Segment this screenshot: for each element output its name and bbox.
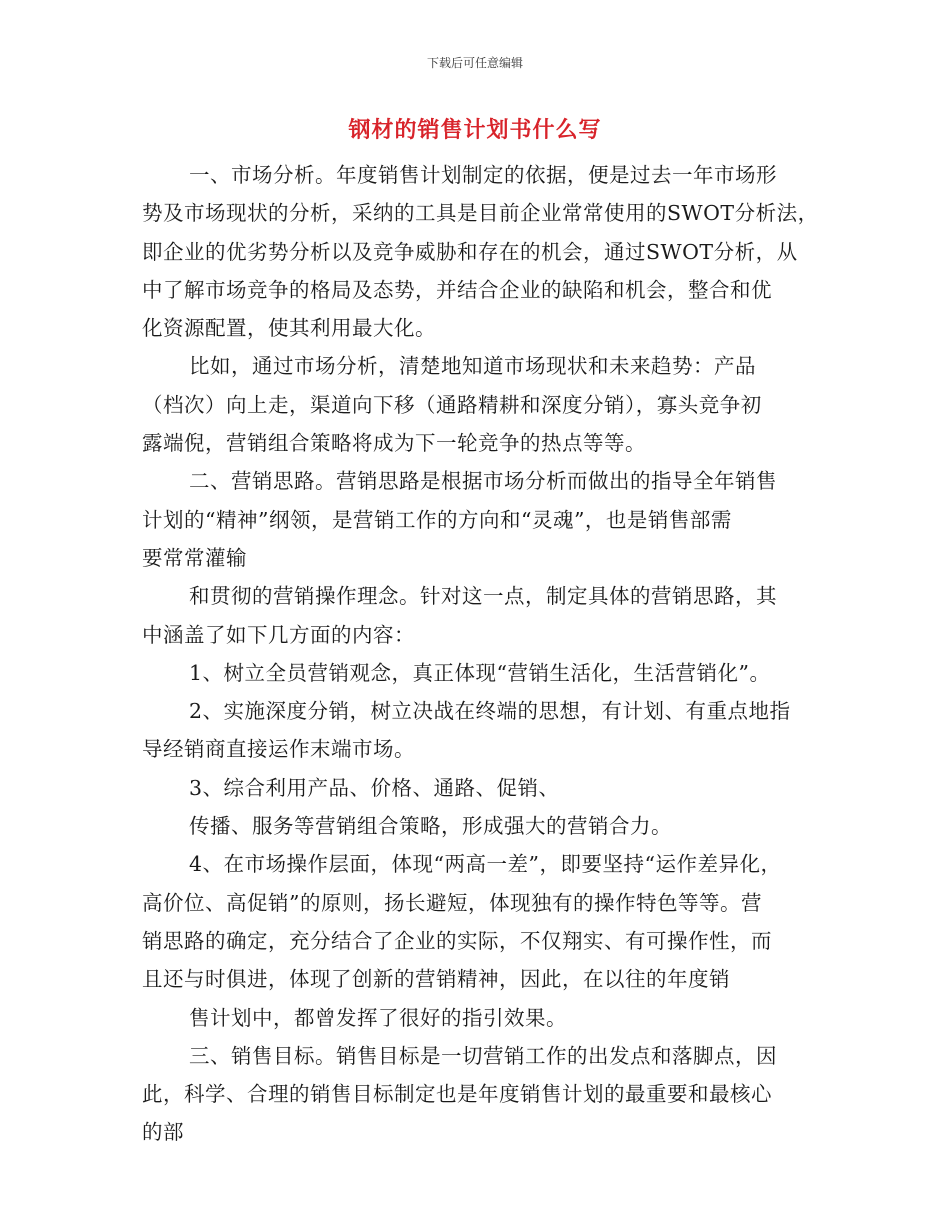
text-line: 此，科学、合理的销售目标制定也是年度销售计划的最重要和最核心: [142, 1082, 772, 1107]
text-line: 三、销售目标。销售目标是一切营销工作的出发点和落脚点，因: [189, 1043, 777, 1068]
text-line: 要常常灌输: [142, 545, 247, 570]
text-line: 和贯彻的营销操作理念。针对这一点，制定具体的营销思路，其: [189, 584, 777, 609]
text-line: 计划的“精神”纲领，是营销工作的方向和“灵魂”，也是销售部需: [142, 507, 732, 532]
text-line: 3、综合利用产品、价格、通路、促销、: [189, 775, 560, 800]
text-line: 即企业的优劣势分析以及竞争威胁和存在的机会，通过SWOT分析，从: [142, 239, 798, 264]
text-line: 化资源配置，使其利用最大化。: [142, 316, 436, 341]
text-line: 1、树立全员营销观念，真正体现“营销生活化，生活营销化”。: [189, 660, 771, 685]
text-line: 传播、服务等营销组合策略，形成强大的营销合力。: [189, 814, 672, 839]
text-line: 势及市场现状的分析，采纳的工具是目前企业常常使用的SWOT分析法，: [142, 201, 819, 226]
text-line: （档次）向上走，渠道向下移（通路精耕和深度分销），寡头竞争初: [142, 392, 762, 417]
text-line: 销思路的确定，充分结合了企业的实际，不仅翔实、有可操作性，而: [142, 928, 772, 953]
text-line: 且还与时俱进，体现了创新的营销精神，因此，在以往的年度销: [142, 967, 730, 992]
text-line: 露端倪，营销组合策略将成为下一轮竞争的热点等等。: [142, 431, 646, 456]
text-line: 售计划中，都曾发挥了很好的指引效果。: [189, 1005, 567, 1030]
text-line: 导经销商直接运作末端市场。: [142, 737, 415, 762]
header-note: 下载后可任意编辑: [426, 56, 523, 70]
text-line: 二、营销思路。营销思路是根据市场分析而做出的指导全年销售: [189, 469, 777, 494]
document-body: [142, 156, 842, 1152]
text-line: 2、实施深度分销，树立决战在终端的思想，有计划、有重点地指: [189, 699, 791, 724]
text-line: 中涵盖了如下几方面的内容：: [142, 622, 415, 647]
text-line: 一、市场分析。年度销售计划制定的依据，便是过去一年市场形: [189, 163, 777, 187]
text-line: 比如，通过市场分析，清楚地知道市场现状和未来趋势：产品: [189, 354, 756, 379]
text-line: 中了解市场竞争的格局及态势，并结合企业的缺陷和机会，整合和优: [142, 277, 772, 302]
document-title: 钢材的销售计划书什么写: [348, 118, 602, 143]
text-line: 4、在市场操作层面，体现“两高一差”，即要坚持“运作差异化，: [189, 852, 782, 877]
text-line: 的部: [142, 1120, 184, 1145]
text-line: 高价位、高促销”的原则，扬长避短，体现独有的操作特色等等。营: [142, 890, 762, 915]
